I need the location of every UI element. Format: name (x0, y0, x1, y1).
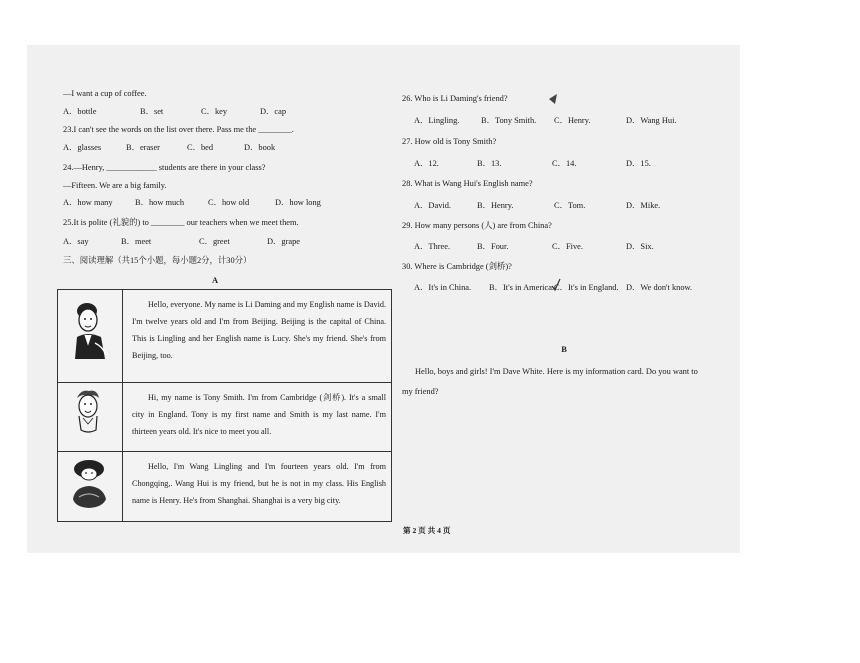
passage-a-text-daming: Hello, everyone. My name is Li Daming and my English name is David. I'm twelve years old and I'm from Beijing. Beijing is the capital of China. This is Lingling and her English name is Lucy. She's my friend. She's from Beijing, too. (123, 290, 392, 383)
q23-option-d: D．book (244, 143, 276, 152)
q22-reply: —I want a cup of coffee. (63, 89, 147, 98)
q26-option-d: D．Wang Hui. (626, 116, 677, 125)
q23-option-c: C．bed (187, 143, 214, 152)
passage-a-portrait-cell (58, 452, 123, 522)
passage-a-text-tony: Hi, my name is Tony Smith. I'm from Cambridge (剑桥). It's a small city in England. Tony is my first name and Smith is my last name. I'm thirteen years old. It's nice to meet you all. (123, 383, 392, 452)
q25-option-a: A．say (63, 237, 89, 246)
q26-stem: 26. Who is Li Daming's friend? (402, 94, 508, 103)
q24-option-b: B．how much (135, 198, 185, 207)
q26-option-b: B．Tony Smith. (481, 116, 537, 125)
q23-stem: 23.I can't see the words on the list over there. Pass me the ________. (63, 125, 294, 134)
q27-option-b: B．13. (477, 159, 502, 168)
q25-option-b: B．meet (121, 237, 152, 246)
q28-stem: 28. What is Wang Hui's English name? (402, 179, 533, 188)
girl-portrait-icon (59, 453, 121, 513)
exam-page (27, 45, 740, 553)
q27-option-a: A．12. (414, 159, 439, 168)
passage-b-line1: Hello, boys and girls! I'm Dave White. Here is my information card. Do you want to (415, 367, 698, 376)
boy-portrait-icon (59, 291, 121, 374)
q28-option-d: D．Mike. (626, 201, 661, 210)
q29-option-b: B．Four. (477, 242, 509, 251)
q28-option-c: C．Tom. (554, 201, 586, 210)
q28-option-b: B．Henry. (477, 201, 514, 210)
passage-a-portrait-cell (58, 383, 123, 452)
passage-a-row (58, 290, 392, 383)
q30-stem: 30. Where is Cambridge (剑桥)? (402, 262, 512, 271)
q22-option-b: B．set (140, 107, 164, 116)
q25-stem: 25.It is polite (礼貌的) to ________ our teachers when we meet them. (63, 218, 299, 227)
passage-a-label: A (211, 276, 219, 285)
q30-option-d: D．We don't know. (626, 283, 693, 292)
q27-stem: 27. How old is Tony Smith? (402, 137, 497, 146)
passage-b-line2: my friend? (402, 387, 439, 396)
pen-mark-icon (547, 92, 561, 106)
q25-option-c: C．greet (199, 237, 230, 246)
q23-option-a: A．glasses (63, 143, 102, 152)
q22-option-d: D．cap (260, 107, 287, 116)
q30-option-a: A．It's in China. (414, 283, 472, 292)
q29-option-a: A．Three. (414, 242, 451, 251)
q24-option-c: C．how old (208, 198, 250, 207)
passage-b-label: B (561, 345, 567, 354)
boy-portrait-icon (59, 384, 121, 443)
q22-option-a: A．bottle (63, 107, 97, 116)
q30-option-b: B．It's in America. (489, 283, 555, 292)
section-heading: 三、阅读理解（共15个小题，每小题2分，计30分） (63, 256, 252, 265)
q26-option-c: C．Henry. (554, 116, 591, 125)
passage-a-row (58, 452, 392, 522)
passage-a-portrait-cell (58, 290, 123, 383)
check-mark-icon (550, 277, 562, 293)
q23-option-b: B．eraser (126, 143, 160, 152)
q24-option-d: D．how long (275, 198, 321, 207)
q26-option-a: A．Lingling. (414, 116, 460, 125)
q22-option-c: C．key (201, 107, 228, 116)
page-number: 第 2 页 共 4 页 (403, 526, 451, 535)
q28-option-a: A．David. (414, 201, 451, 210)
q29-stem: 29. How many persons (人) are from China? (402, 221, 552, 230)
q24-reply: —Fifteen. We are a big family. (63, 181, 167, 190)
q25-option-d: D．grape (267, 237, 301, 246)
q29-option-c: C．Five. (552, 242, 583, 251)
passage-a-row (58, 383, 392, 452)
passage-a-table (57, 289, 392, 522)
q27-option-c: C．14. (552, 159, 577, 168)
q24-stem: 24.—Henry, ____________ students are there in your class? (63, 163, 266, 172)
q29-option-d: D．Six. (626, 242, 654, 251)
q30-option-c: C．It's in England. (554, 283, 619, 292)
q24-option-a: A．how many (63, 198, 113, 207)
q27-option-d: D．15. (626, 159, 651, 168)
passage-a-text-lingling: Hello, I'm Wang Lingling and I'm fourteen years old. I'm from Chongqing,. Wang Hui is my friend, but he is not in my class. His English name is Henry. He's from Shanghai. Shanghai is a very big city. (123, 452, 392, 522)
